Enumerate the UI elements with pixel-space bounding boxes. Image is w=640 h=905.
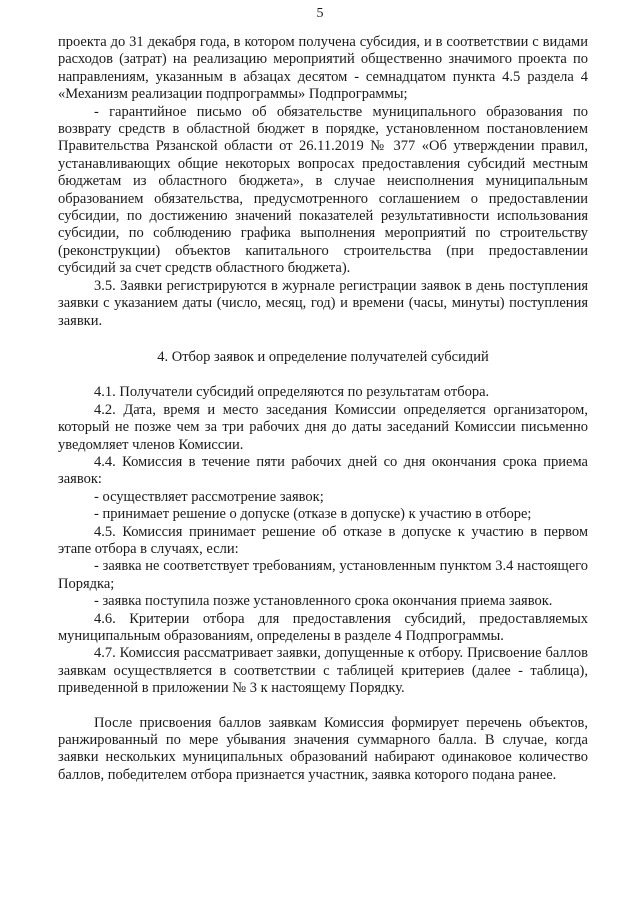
- page-number: 5: [316, 6, 324, 21]
- list-item: - принимает решение о допуске (отказе в допуске) к участию в отборе;: [94, 506, 532, 523]
- paragraph: - гарантийное письмо об обязательстве муниципального образования по возврату средств в областной бюджет в порядке, установленном постановлением Правительства Рязанской области от 26.11.2019 № 377 «Об утверждении правил, устанавливающих общие некоторых вопросах предоставления субсидий местным бюджетам из областного бюджета», в случае неисполнения муниципальным образованием обязательства, предусмотренного соглашением о предоставлении субсидии, по достижению значений показателей результативности использования субсидии, по соблюдению графика выполнения мероприятий по строительству (реконструкции) объектов капитального строительства (при предоставлении субсидий за счет средств областного бюджета).: [58, 103, 588, 277]
- paragraph: 4.6. Критерии отбора для предоставления субсидий, предоставляемых муниципальным образованиям, определены в разделе 4 Подпрограммы.: [58, 610, 588, 644]
- paragraph: 4.4. Комиссия в течение пяти рабочих дней со дня окончания срока приема заявок:: [58, 453, 588, 488]
- paragraph: 4.7. Комиссия рассматривает заявки, допущенные к отбору. Присвоение баллов заявкам осуществляется в соответствии с таблицей критериев (далее - таблица), приведенной в приложении № 3 к настоящему Порядку.: [58, 645, 588, 697]
- paragraph: 4.5. Комиссия принимает решение об отказе в допуске к участию в первом этапе отбора в случаях, если:: [58, 523, 588, 557]
- paragraph: После присвоения баллов заявкам Комиссия формирует перечень объектов, ранжированный по мере убывания значения суммарного балла. В случае, когда заявки нескольких муниципальных образований набирают одинаковое количество баллов, победителем отбора признается участник, заявка которого подана ранее.: [58, 714, 588, 783]
- list-item: - заявка не соответствует требованиям, установленным пунктом 3.4 настоящего Порядка;: [58, 558, 588, 592]
- list-item: - заявка поступила позже установленного срока окончания приема заявок.: [94, 593, 553, 610]
- document-body: [58, 34, 588, 784]
- section-heading: 4. Отбор заявок и определение получателей субсидий: [157, 348, 489, 365]
- paragraph: проекта до 31 декабря года, в котором получена субсидия, и в соответствии с видами расходов (затрат) на реализацию мероприятий общественно значимого проекта по направлениям, указанным в абзацах десятом - семнадцатом пункта 4.5 раздела 4 «Механизм реализации подпрограммы» Подпрограммы;: [58, 34, 588, 103]
- list-item: - осуществляет рассмотрение заявок;: [94, 488, 324, 505]
- paragraph: 4.2. Дата, время и место заседания Комиссии определяется организатором, который не позже чем за три рабочих дня до даты заседаний Комиссии письменно уведомляет членов Комиссии.: [58, 401, 588, 453]
- paragraph: 3.5. Заявки регистрируются в журнале регистрации заявок в день поступления заявки с указанием даты (число, месяц, год) и времени (часы, минуты) поступления заявки.: [58, 277, 588, 329]
- paragraph: 4.1. Получатели субсидий определяются по результатам отбора.: [94, 384, 490, 401]
